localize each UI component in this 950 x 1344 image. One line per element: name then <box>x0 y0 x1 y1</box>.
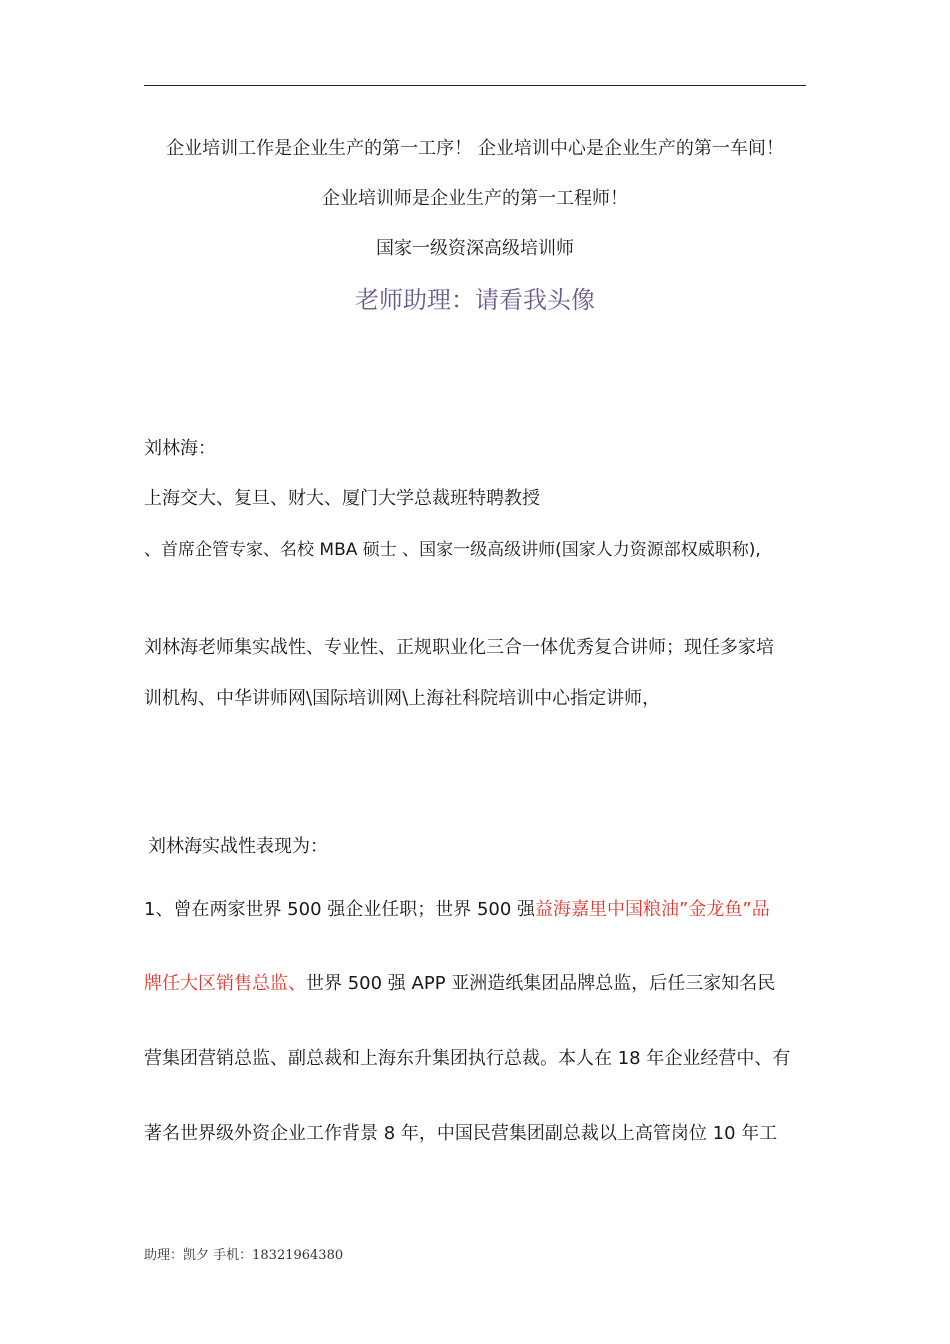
title-line: 国家一级资深高级培训师 <box>376 238 574 259</box>
highlight-text: 益海嘉里中国粮油”金龙鱼”品 <box>535 899 770 920</box>
highlight-text: 牌任大区销售总监、 <box>144 973 306 994</box>
practice-item-line-1 <box>144 898 770 922</box>
practice-item-line-2 <box>144 972 775 996</box>
practice-item-text: 世界 500 强 APP 亚洲造纸集团品牌总监，后任三家知名民 <box>306 973 776 994</box>
footer-contact: 助理：凯夕 手机：18321964380 <box>144 1248 344 1263</box>
profile-paragraph-line-2: 训机构、中华讲师网\国际培训网\上海社科院培训中心指定讲师， <box>144 688 661 709</box>
profile-paragraph-line-1: 刘林海老师集实战性、专业性、正规职业化三合一体优秀复合讲师；现任多家培 <box>144 637 774 658</box>
assistant-line: 老师助理：请看我头像 <box>355 286 595 314</box>
profile-name: 刘林海： <box>144 438 216 459</box>
slogan-line-1: 企业培训工作是企业生产的第一工序！ 企业培训中心是企业生产的第一车间！ <box>166 138 784 159</box>
header-divider <box>144 85 806 86</box>
practice-item-line-4: 著名世界级外资企业工作背景 8 年，中国民营集团副总裁以上高管岗位 10 年工 <box>144 1123 778 1144</box>
practice-heading: 刘林海实战性表现为： <box>148 836 328 857</box>
practice-item-line-3: 营集团营销总监、副总裁和上海东升集团执行总裁。本人在 18 年企业经营中、有 <box>144 1048 791 1069</box>
profile-line-1: 上海交大、复旦、财大、厦门大学总裁班特聘教授 <box>144 488 540 509</box>
practice-item-text: 1、曾在两家世界 500 强企业任职；世界 500 强 <box>144 899 536 920</box>
slogan-line-2: 企业培训师是企业生产的第一工程师！ <box>322 188 628 209</box>
profile-line-2: 、首席企管专家、名校 MBA 硕士 、国家一级高级讲师(国家人力资源部权威职称), <box>144 540 761 560</box>
